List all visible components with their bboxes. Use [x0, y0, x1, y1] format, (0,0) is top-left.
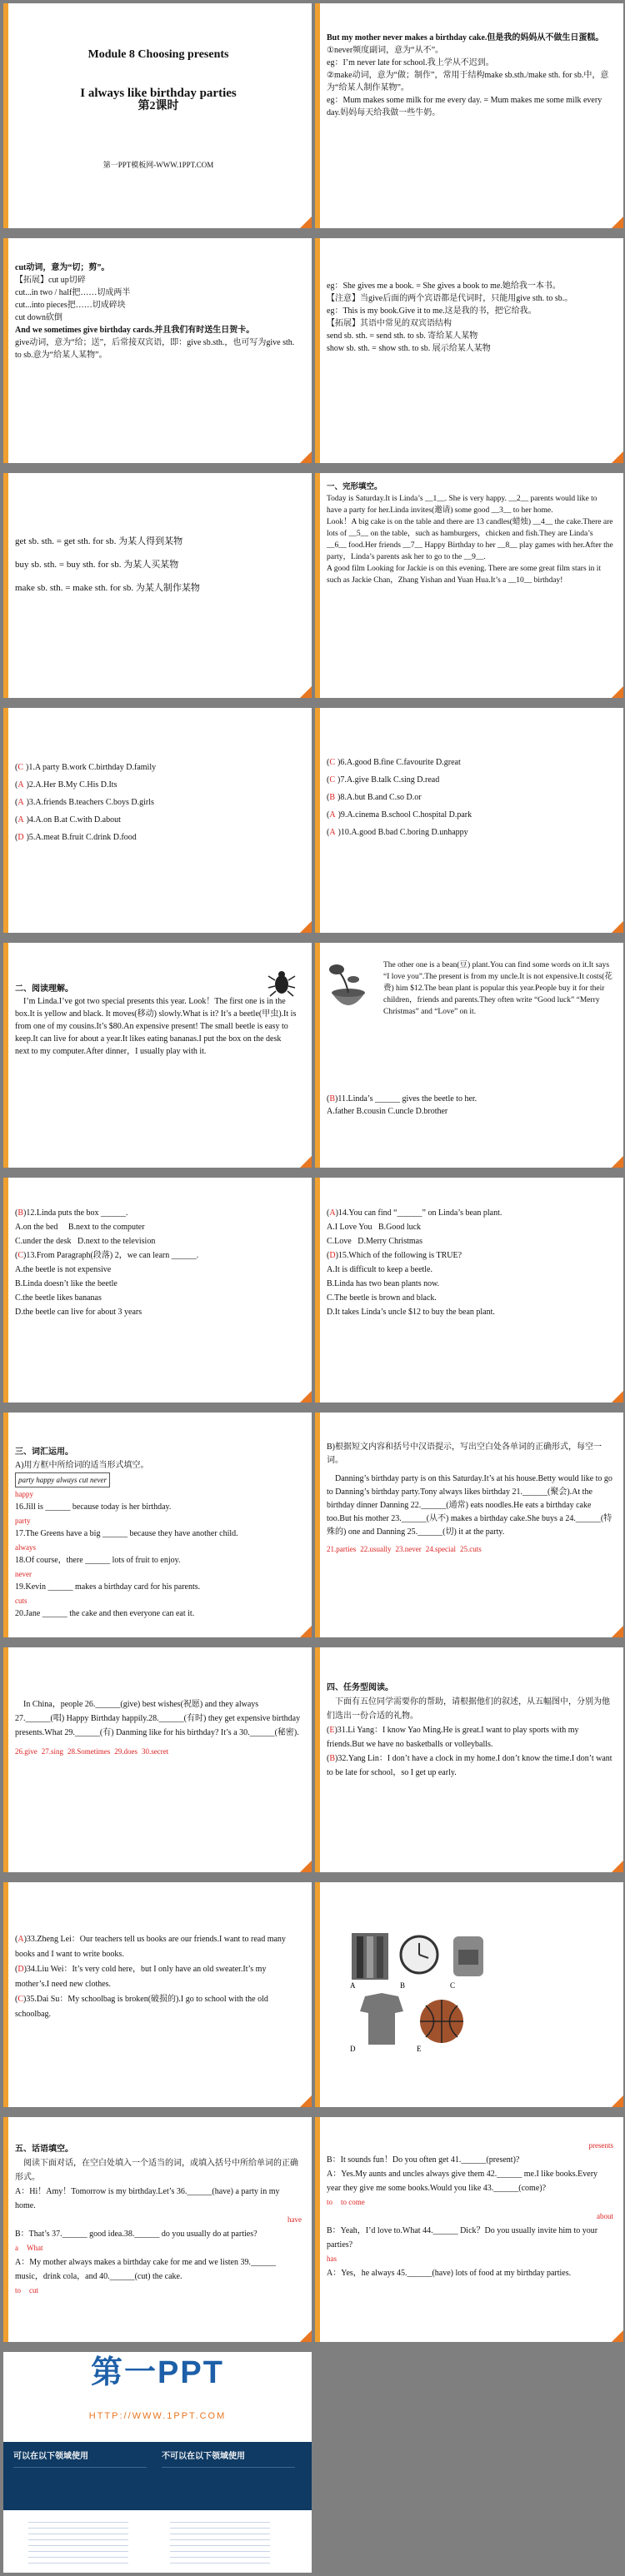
corner-decoration [300, 1391, 312, 1403]
accent-bar [3, 708, 8, 933]
question-item: (B )8.A.but B.and C.so D.or [327, 793, 422, 802]
option-b: B.Good luck [378, 1223, 422, 1232]
key-word: cut动词，意为“切；剪”。 [15, 263, 110, 272]
question-item: (D)15.Which of the following is TRUE? [327, 1251, 462, 1260]
slide-14 [315, 1413, 623, 1637]
question-item: (A)33.Zheng Lei：Our teachers tell us books are our friends.I want to read many books and I want to write books. [15, 1935, 286, 1959]
slide-ad [3, 2352, 312, 2573]
answer-mark: A [18, 798, 24, 807]
section-heading: 四、任务型阅读。 [327, 1683, 393, 1692]
slide-4 [315, 238, 623, 463]
answer-mark: B [18, 1208, 24, 1218]
slide-20 [315, 2117, 623, 2342]
accent-bar [315, 473, 320, 698]
answer-mark: D [18, 1965, 24, 1974]
corner-decoration [300, 2095, 312, 2107]
answer-text: a [15, 2244, 18, 2252]
question-item: (A )2.A.Her B.My C.His D.Its [15, 780, 118, 790]
answer-mark: E [329, 1726, 335, 1735]
section-heading: 一、完形填空。 [327, 483, 382, 491]
question-item: (A )9.A.cinema B.school C.hospital D.park [327, 810, 472, 820]
answer-text: special [435, 1545, 456, 1553]
instruction: 下面有五位同学需要你的帮助，请根据他们的叙述，从五幅图中，分别为他们选出一份合适的礼物。 [327, 1697, 610, 1721]
answer-text: cut [29, 2286, 39, 2294]
picture-label: A [350, 1981, 356, 1990]
note-line: show sb. sth. = show sth. to sb. 展示给某人某物 [327, 344, 491, 353]
question-item: (A )3.A.friends B.teachers C.boys D.girls [15, 798, 154, 807]
note-line: give动词，意为“给；送”，后常接双宾语，即：give sb.sth.，也可写为give sth. to sb.意为“给某人某物”。 [15, 338, 295, 360]
key-sentence: And we sometimes give birthday cards.并且我们有时送生日贺卡。 [15, 326, 255, 335]
accent-bar [3, 1413, 8, 1637]
dialogue-line: A：Yes.My aunts and uncles always give them 42.______ me.I like books.Every year they give me some books.Would you like 43.______(come)? [327, 2170, 598, 2193]
module-title: Module 8 Choosing presents [88, 48, 229, 61]
slide-6 [315, 473, 623, 698]
question-item: (B)32.Yang Lin：I don’t have a clock in my home.I don’t know the time.I don’t want to be late for school，so I get up early. [327, 1754, 612, 1777]
accent-bar [315, 3, 320, 228]
question-item: 20.Jane ______ the cake and then everyone can eat it. [15, 1609, 195, 1618]
answer-mark: D [329, 1251, 336, 1260]
corner-decoration [300, 1156, 312, 1168]
question-item: (E)31.Li Yang：I know Yao Ming.He is great.I want to play sports with my friends.But we have no basketballs or volleyballs. [327, 1726, 579, 1749]
option-a: A.on the bed [15, 1223, 58, 1232]
option-a: A.I Love You [327, 1223, 372, 1232]
corner-decoration [612, 2095, 623, 2107]
site-url[interactable]: HTTP://WWW.1PPT.COM [88, 2411, 227, 2421]
corner-decoration [612, 1626, 623, 1637]
question-item: (D )5.A.meat B.fruit C.drink D.food [15, 833, 137, 842]
slide-7 [3, 708, 312, 933]
corner-decoration [300, 1626, 312, 1637]
answer-mark: B [329, 793, 336, 802]
answer-mark: A [18, 1935, 24, 1944]
question-item: (C)13.From Paragraph(段落) 2，we can learn ______. [15, 1251, 199, 1260]
corner-decoration [300, 451, 312, 463]
corner-decoration [300, 921, 312, 933]
answer-mark: B [329, 1094, 336, 1104]
answer-text: What [27, 2244, 43, 2252]
corner-decoration [612, 1391, 623, 1403]
slide-1 [3, 3, 312, 228]
dialogue-line: B：Yeah，I’d love to.What 44.______ Dick？Do you usually invite him to your parties? [327, 2226, 598, 2250]
question-item: (C)35.Dai Su：My schoolbag is broken(破损的).I go to school with the old schoolbag. [15, 1995, 268, 2019]
question-item: 19.Kevin ______ makes a birthday card for his parents. [15, 1582, 201, 1592]
answer-text: to [327, 2198, 333, 2206]
corner-decoration [612, 451, 623, 463]
answer-mark: C [329, 775, 336, 785]
note-line: 【拓展】其语中常见的双宾语结构 [327, 319, 452, 328]
passage-paragraph: Danning’s birthday party is on this Saturday.It’s at his house.Betty would like to go to Danning’s birthday party.Tony always likes birthday 21.______(聚会).At the birthday dinner Danning 22.______(通常) eats noodles.He eats a birthday cake too.But his mother 23.______(从不) makes a birthday cake.She buys a 24.______(特殊的) one and Danning 25.______(切) it at the party. [327, 1474, 612, 1537]
option-a: A.the beetle is not expensive [15, 1265, 112, 1274]
option-c: C.the beetle likes bananas [15, 1293, 102, 1303]
instruction: A)用方框中所给词的适当形式填空。 [15, 1461, 149, 1470]
answer-text: never [404, 1545, 422, 1553]
answer-mark: A [329, 828, 336, 837]
answer-mark: C [329, 758, 336, 767]
lesson-title: I always like birthday parties [80, 87, 237, 100]
question-item: 16.Jill is ______ because today is her birthday. [15, 1502, 172, 1512]
instruction: 阅读下面对话，在空白处填入一个适当的词，或填入括号中所给单词的正确形式。 [15, 2159, 298, 2182]
slide-9 [3, 943, 312, 1168]
question-item: 18.Of course，there ______ lots of fruit to enjoy. [15, 1556, 181, 1565]
answer-text: Sometimes [77, 1747, 111, 1756]
answer-text: to come [341, 2198, 365, 2206]
section-heading: 三、词汇运用。 [15, 1447, 73, 1457]
note-line: cut...into pieces把……切成碎块 [15, 301, 126, 310]
example-line: eg：I’m never late for school.我上学从不迟到。 [327, 58, 494, 67]
accent-bar [315, 1178, 320, 1403]
corner-decoration [612, 2330, 623, 2342]
answer-text: always [15, 1543, 36, 1552]
answer-text: never [15, 1570, 32, 1578]
question-item: (C )7.A.give B.talk C.sing D.read [327, 775, 440, 785]
passage-paragraph: A good film Looking for Jackie is on this evening. There are some great film stars in it such as Jackie Chan，Zhang Yishan and Yuan Hua.It’s a __10__ birthday! [327, 565, 602, 585]
accent-bar [3, 1647, 8, 1872]
corner-decoration [612, 921, 623, 933]
accent-bar [3, 473, 8, 698]
slide-10 [315, 943, 623, 1168]
option-b: B.Linda has two bean plants now. [327, 1279, 440, 1288]
example-line: eg：This is my book.Give it to me.这是我的书，把它给我。 [327, 306, 537, 316]
slide-13 [3, 1413, 312, 1637]
note-line: 【注意】当give后面的两个宾语都是代词时，只能用give sth. to sb.。 [327, 294, 573, 303]
passage-paragraph: In China，people 26.______(give) best wishes(祝愿) and they always 27.______(唱) Happy Birthday happily.28.______(有时) they get expensive birthday presents.What 29.______(有) Danming like for his birthday? It’s a 30.______(秘密). [15, 1700, 301, 1737]
corner-decoration [612, 1156, 623, 1168]
picture-label: E [417, 2045, 422, 2053]
passage-paragraph: The other one is a bean(豆) plant.You can find some words on it.It says “I love you”.The present is from my uncle.It is not expensive.It costs(花费) him $12.The bean plant is popular this year.People buy it for their children，friends and parents.They often write “Good luck” “Merry Christmas” and “Love” on it. [383, 961, 612, 1016]
lesson-number: 第2课时 [138, 100, 179, 112]
note-line: cut...in two / half把……切成两半 [15, 288, 131, 297]
slide-8 [315, 708, 623, 933]
dialogue-line: A：My mother always makes a birthday cake for me and we listen 39.______ music，drink cola，and 40.______(cut) the cake. [15, 2258, 276, 2281]
corner-decoration [300, 217, 312, 228]
accent-bar [3, 238, 8, 463]
option-d: D.Merry Christmas [358, 1237, 422, 1246]
question-item: (B)11.Linda’s ______ gives the beetle to her. [327, 1094, 478, 1104]
links-area [3, 2510, 312, 2573]
corner-decoration [300, 2330, 312, 2342]
accent-bar [3, 1178, 8, 1403]
question-item: (A )4.A.on B.at C.with D.about [15, 815, 121, 825]
question-item: (D)34.Liu Wei：It’s very cold here，but I only have an old sweater.It’s my mother’s.I need new clothes. [15, 1965, 267, 1989]
instruction: B)根据短文内容和括号中汉语提示，写出空白处各单词的正确形式，每空一词。 [327, 1442, 602, 1465]
key-sentence: But my mother never makes a birthday cake.但是我的妈妈从不做生日蛋糕。 [327, 33, 604, 42]
answer-text: happy [15, 1490, 33, 1498]
answer-mark: A [329, 1208, 336, 1218]
example-line: eg：She gives me a book. = She gives a book to me.她给我一本书。 [327, 282, 561, 291]
answer-text: cuts [15, 1597, 28, 1605]
answer-mark: C [18, 1251, 24, 1260]
links-column [28, 2517, 128, 2567]
passage-paragraph: Look！A big cake is on the table and there are 13 candles(蜡烛) __4__ the cake.There are lots of __5__ on the table，such as hamburgers，chicken and fish.They are Linda’s __6__ food.Her friends __7__ Happy Birthday to her __8__ play games with her.After the party，Linda’s parents ask her to go to the __9__. [327, 518, 613, 561]
option-b: B.next to the computer [68, 1223, 145, 1232]
slide-15 [3, 1647, 312, 1872]
accent-bar [315, 1413, 320, 1637]
corner-decoration [612, 1861, 623, 1872]
slide-17 [3, 1882, 312, 2107]
note-line: ①never频度副词，意为“从不”。 [327, 46, 444, 55]
ppt-logo: 第一PPT [91, 2355, 224, 2390]
divider [162, 2467, 295, 2484]
slide-3 [3, 238, 312, 463]
picture-label: D [350, 2045, 356, 2053]
note-line: cut down砍倒 [15, 313, 62, 322]
question-item: (A)14.You can find “______” on Linda’s bean plant. [327, 1208, 502, 1218]
accent-bar [315, 2117, 320, 2342]
option-c: C.under the desk [15, 1237, 72, 1246]
option-d: D.It takes Linda’s uncle $12 to buy the bean plant. [327, 1308, 495, 1317]
answer-mark: C [18, 1995, 24, 2004]
slide-18 [315, 1882, 623, 2107]
accent-bar [315, 708, 320, 933]
accent-bar [3, 943, 8, 1168]
question-item: (C )1.A party B.work C.birthday D.family [15, 763, 157, 772]
accent-bar [315, 1882, 320, 2107]
answer-text: usually [369, 1545, 392, 1553]
corner-decoration [300, 1861, 312, 1872]
option-a: A.It is difficult to keep a beetle. [327, 1265, 432, 1274]
bean-plant-icon [323, 959, 373, 1018]
credit-text: 第一PPT模板网-WWW.1PPT.COM [102, 161, 214, 169]
accent-bar [315, 1647, 320, 1872]
note-line: ②make动词，意为“做；制作”，常用于结构make sb.sth./make sth. for sb.中，意为“给某人制作某物”。 [327, 71, 609, 92]
option-d: D.the beetle can live for about 3 years [15, 1308, 142, 1317]
links-column [170, 2517, 270, 2567]
picture-label: C [450, 1981, 456, 1990]
accent-bar [3, 1882, 8, 2107]
answer-text: sing [51, 1747, 64, 1756]
accent-bar [315, 238, 320, 463]
slide-11 [3, 1178, 312, 1403]
answer-mark: A [18, 780, 24, 790]
answer-list: 26.give 27.sing 28.Sometimes 29.does 30.secret [15, 1747, 169, 1756]
corner-decoration [612, 686, 623, 698]
usage-allowed-title: 可以在以下领域使用 [13, 2452, 88, 2461]
accent-bar [3, 2117, 8, 2342]
option-b: B.Linda doesn’t like the beetle [15, 1279, 118, 1288]
option-c: C.The beetle is brown and black. [327, 1293, 437, 1303]
option-d: D.next to the television [78, 1237, 156, 1246]
gift-pictures [348, 1928, 490, 2053]
note-line: get sb. sth. = get sth. for sb. 为某人得到某物 [15, 536, 183, 546]
question-options: A.father B.cousin C.uncle D.brother [327, 1107, 448, 1116]
logo-area [3, 2352, 312, 2442]
accent-bar [315, 943, 320, 1168]
answer-mark: B [329, 1754, 336, 1763]
question-item: (B)12.Linda puts the box ______. [15, 1208, 128, 1218]
example-line: eg：Mum makes some milk for me every day. = Mum makes me some milk every day.妈妈每天给我做一些牛奶。 [327, 96, 602, 117]
question-item: 17.The Greens have a big ______ because they have another child. [15, 1529, 238, 1538]
section-heading: 五、话语填空。 [15, 2145, 73, 2154]
answer-text: have [288, 2215, 302, 2224]
divider [13, 2467, 147, 2484]
answer-text: party [15, 1517, 31, 1525]
answer-text: presents [588, 2141, 613, 2150]
answer-text: give [24, 1747, 38, 1756]
note-line: 【拓展】cut up切碎 [15, 276, 86, 285]
slide-19 [3, 2117, 312, 2342]
section-heading: 二、阅读理解。 [15, 984, 73, 994]
answer-text: has [327, 2255, 337, 2263]
answer-text: does [123, 1747, 138, 1756]
answer-mark: A [18, 815, 24, 825]
slide-2 [315, 3, 623, 228]
slide-16 [315, 1647, 623, 1872]
answer-text: to [15, 2286, 22, 2294]
note-line: make sb. sth. = make sth. for sb. 为某人制作某物 [15, 583, 200, 593]
option-c: C.Love [327, 1237, 352, 1246]
answer-text: parties [336, 1545, 357, 1553]
answer-mark: A [329, 810, 336, 820]
answer-mark: D [18, 833, 24, 842]
passage-paragraph: I’m Linda.I’ve got two special presents this year. Look！The first one is in the box.It is yellow and black. It moves(移动) slowly.What is it? It’s a beetle(甲虫).It is from one of my cousins.It’s $80.An expensive present! The small beetle is easy to keep.It can live for about a year.It likes eating bananas.I put the box on the desk next to my computer.After dinner，I usually play with it. [15, 997, 297, 1056]
note-line: send sb. sth. = send sth. to sb. 寄给某人某物 [327, 331, 478, 341]
accent-bar [3, 3, 8, 228]
dialogue-line: B：It sounds fun！Do you often get 41.______(present)? [327, 2155, 520, 2165]
usage-forbidden-title: 不可以在以下领域使用 [162, 2452, 245, 2461]
dialogue-line: A：Hi！Amy！Tomorrow is my birthday.Let’s 36.______(have) a party in my home. [15, 2187, 280, 2210]
slide-5 [3, 473, 312, 698]
answer-text: cuts [469, 1545, 482, 1553]
corner-decoration [300, 686, 312, 698]
note-line: buy sb. sth. = buy sth. for sb. 为某人买某物 [15, 560, 179, 570]
question-item: (C )6.A.good B.fine C.favourite D.great [327, 758, 461, 767]
passage-paragraph: Today is Saturday.It is Linda’s __1__. She is very happy. __2__ parents would like to have a party for her.Linda invites(邀请) some good __3__ to her home. [327, 495, 598, 515]
corner-decoration [612, 217, 623, 228]
question-item: (A )10.A.good B.bad C.boring D.unhappy [327, 828, 468, 837]
word-box: party happy always cut never [15, 1472, 110, 1487]
dialogue-line: B：That’s 37.______ good idea.38.______ do you usually do at parties? [15, 2230, 258, 2239]
slide-12 [315, 1178, 623, 1403]
answer-text: secret [151, 1747, 169, 1756]
answer-list: 21.parties 22.usually 23.never 24.special 25.cuts [327, 1545, 482, 1553]
picture-label: B [400, 1981, 406, 1990]
sweater-picture [360, 1993, 403, 2045]
answer-text: about [597, 2212, 613, 2220]
answer-mark: C [18, 763, 24, 772]
dialogue-line: A：Yes，he always 45.______(have) lots of food at my birthday parties. [327, 2269, 572, 2278]
